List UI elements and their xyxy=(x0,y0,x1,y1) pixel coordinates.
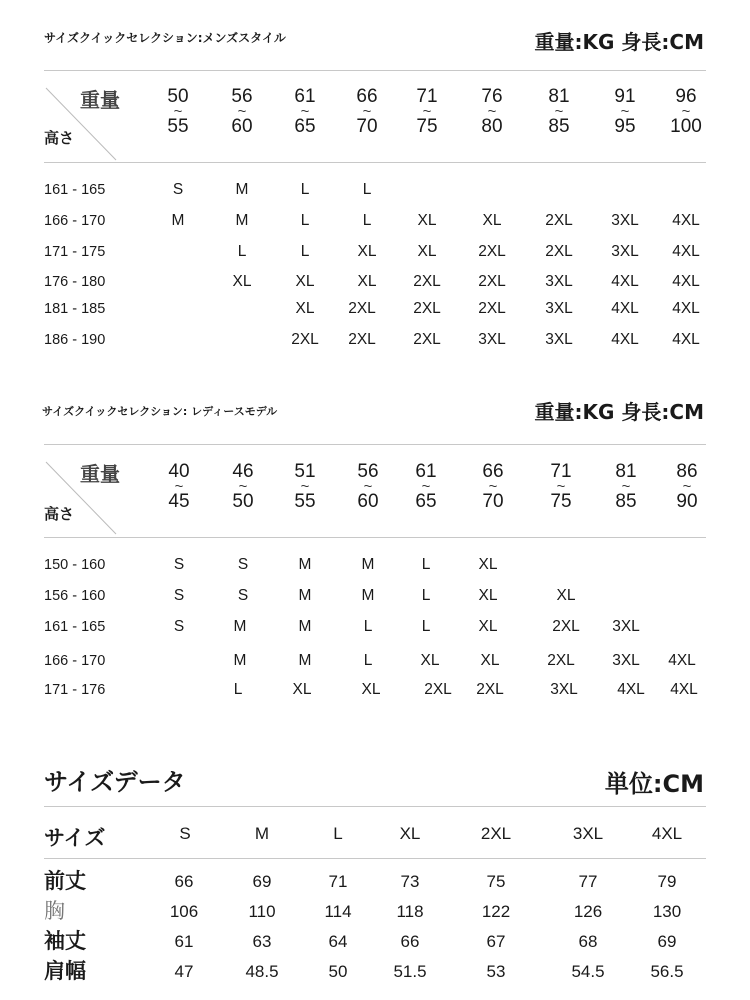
size-cell: 3XL xyxy=(545,331,573,348)
size-cell: 4XL xyxy=(668,652,696,669)
mens-height-label: 高さ xyxy=(44,129,75,147)
measurement-value: 106 xyxy=(169,902,199,921)
size-cell: M xyxy=(235,212,249,229)
weight-to: 50 xyxy=(232,491,254,512)
size-cell: XL xyxy=(420,652,440,669)
weight-to: 55 xyxy=(167,116,189,137)
weight-to: 65 xyxy=(415,491,437,512)
tilde-glyph: ~ xyxy=(362,103,372,120)
size-header-cell: M xyxy=(254,824,270,843)
size-cell: M xyxy=(298,652,312,669)
ladies-weight-col xyxy=(468,462,518,512)
size-cell: S xyxy=(237,556,249,573)
weight-from: 46 xyxy=(232,461,254,482)
weight-from: 91 xyxy=(614,86,636,107)
size-cell: 4XL xyxy=(672,331,700,348)
weight-to: 70 xyxy=(356,116,378,137)
measurement-value: 73 xyxy=(400,872,420,891)
size-cell: L xyxy=(421,587,431,604)
size-cell: M xyxy=(235,181,249,198)
height-range: 161 - 165 xyxy=(44,182,106,198)
size-cell: XL xyxy=(232,273,252,290)
mens-weight-col xyxy=(217,87,267,137)
mens-weight-col xyxy=(280,87,330,137)
tilde-glyph: ~ xyxy=(300,478,310,495)
size-cell: 2XL xyxy=(476,681,504,698)
measurement-value: 122 xyxy=(481,902,511,921)
weight-to: 90 xyxy=(676,491,698,512)
measurement-value: 75 xyxy=(486,872,506,891)
weight-from: 86 xyxy=(676,461,698,482)
measurement-value: 48.5 xyxy=(245,962,279,981)
weight-to: 85 xyxy=(615,491,637,512)
size-cell: XL xyxy=(295,300,315,317)
tilde-glyph: ~ xyxy=(363,478,373,495)
weight-from: 81 xyxy=(615,461,637,482)
size-cell: L xyxy=(300,181,310,198)
weight-from: 71 xyxy=(416,86,438,107)
measurement-value: 54.5 xyxy=(571,962,605,981)
size-cell: S xyxy=(237,587,249,604)
size-cell: S xyxy=(173,618,185,635)
size-cell: 3XL xyxy=(611,212,639,229)
size-cell: M xyxy=(361,556,375,573)
measurement-value: 66 xyxy=(174,872,194,891)
weight-from: 61 xyxy=(415,461,437,482)
size-cell: 2XL xyxy=(478,300,506,317)
ladies-height-label: 高さ xyxy=(44,505,75,523)
weight-from: 81 xyxy=(548,86,570,107)
size-cell: S xyxy=(173,587,185,604)
weight-to: 100 xyxy=(670,116,702,137)
size-cell: M xyxy=(298,618,312,635)
size-cell: XL xyxy=(482,212,502,229)
weight-from: 96 xyxy=(675,86,697,107)
size-cell: 4XL xyxy=(617,681,645,698)
tilde-glyph: ~ xyxy=(421,478,431,495)
mens-weight-col xyxy=(402,87,452,137)
weight-from: 66 xyxy=(356,86,378,107)
weight-from: 61 xyxy=(294,86,316,107)
tilde-glyph: ~ xyxy=(620,103,630,120)
size-data-header-rule xyxy=(44,858,706,859)
size-cell: 2XL xyxy=(413,331,441,348)
mens-weight-col xyxy=(600,87,650,137)
measurement-value: 64 xyxy=(328,932,348,951)
measurement-label: 前丈 xyxy=(44,869,86,893)
size-cell: M xyxy=(233,618,247,635)
height-range: 171 - 176 xyxy=(44,682,106,698)
size-cell: 2XL xyxy=(413,273,441,290)
size-cell: 3XL xyxy=(545,273,573,290)
size-data-unit: 単位:CM xyxy=(604,770,704,798)
measurement-value: 79 xyxy=(657,872,677,891)
ladies-weight-col xyxy=(601,462,651,512)
size-cell: L xyxy=(362,212,372,229)
measurement-value: 53 xyxy=(486,962,506,981)
weight-to: 75 xyxy=(416,116,438,137)
size-cell: XL xyxy=(556,587,576,604)
size-cell: 2XL xyxy=(478,243,506,260)
tilde-glyph: ~ xyxy=(237,103,247,120)
tilde-glyph: ~ xyxy=(300,103,310,120)
ladies-weight-col xyxy=(280,462,330,512)
weight-from: 56 xyxy=(231,86,253,107)
tilde-glyph: ~ xyxy=(621,478,631,495)
size-cell: XL xyxy=(361,681,381,698)
tilde-glyph: ~ xyxy=(173,103,183,120)
measurement-value: 50 xyxy=(328,962,348,981)
size-cell: XL xyxy=(417,243,437,260)
tilde-glyph: ~ xyxy=(681,103,691,120)
size-cell: M xyxy=(298,587,312,604)
size-cell: 2XL xyxy=(552,618,580,635)
size-cell: M xyxy=(298,556,312,573)
weight-to: 70 xyxy=(482,491,504,512)
size-cell: 2XL xyxy=(413,300,441,317)
mens-top-rule xyxy=(44,70,706,71)
measurement-value: 130 xyxy=(652,902,682,921)
size-cell: 3XL xyxy=(612,652,640,669)
weight-from: 66 xyxy=(482,461,504,482)
size-column-label: サイズ xyxy=(44,826,106,850)
weight-to: 65 xyxy=(294,116,316,137)
size-cell: XL xyxy=(357,243,377,260)
weight-from: 76 xyxy=(481,86,503,107)
size-cell: 4XL xyxy=(611,300,639,317)
size-cell: 3XL xyxy=(545,300,573,317)
measurement-value: 118 xyxy=(396,902,424,921)
height-range: 161 - 165 xyxy=(44,619,106,635)
size-cell: XL xyxy=(480,652,500,669)
measurement-value: 61 xyxy=(174,932,194,951)
tilde-glyph: ~ xyxy=(556,478,566,495)
weight-from: 71 xyxy=(550,461,572,482)
size-header-cell: L xyxy=(333,824,343,843)
weight-from: 56 xyxy=(357,461,379,482)
mens-weight-label: 重量 xyxy=(80,88,120,112)
measurement-value: 67 xyxy=(486,932,506,951)
ladies-weight-col xyxy=(154,462,204,512)
size-cell: L xyxy=(237,243,247,260)
size-cell: 4XL xyxy=(672,300,700,317)
measurement-value: 66 xyxy=(400,932,420,951)
mens-unit: 重量:KG 身長:CM xyxy=(534,30,704,54)
size-cell: M xyxy=(233,652,247,669)
weight-to: 80 xyxy=(481,116,503,137)
size-cell: S xyxy=(172,181,184,198)
ladies-header-rule xyxy=(44,537,706,538)
weight-to: 60 xyxy=(357,491,379,512)
size-cell: XL xyxy=(357,273,377,290)
size-header-cell: 4XL xyxy=(651,824,683,843)
size-header-cell: 2XL xyxy=(480,824,512,843)
tilde-glyph: ~ xyxy=(174,478,184,495)
size-cell: L xyxy=(300,212,310,229)
weight-to: 95 xyxy=(614,116,636,137)
size-cell: 2XL xyxy=(545,243,573,260)
size-cell: 2XL xyxy=(348,331,376,348)
height-range: 176 - 180 xyxy=(44,274,106,290)
size-cell: L xyxy=(363,652,373,669)
height-range: 166 - 170 xyxy=(44,653,106,669)
size-cell: 4XL xyxy=(670,681,698,698)
measurement-value: 63 xyxy=(252,932,272,951)
mens-header-rule xyxy=(44,162,706,163)
mens-title: サイズクイックセレクション:メンズスタイル xyxy=(44,31,286,45)
size-cell: 3XL xyxy=(550,681,578,698)
tilde-glyph: ~ xyxy=(554,103,564,120)
size-cell: 3XL xyxy=(478,331,506,348)
ladies-title: サイズクイックセレクション: レディースモデル xyxy=(42,405,278,418)
ladies-weight-col xyxy=(536,462,586,512)
size-cell: 4XL xyxy=(672,273,700,290)
size-cell: M xyxy=(171,212,185,229)
ladies-weight-col xyxy=(343,462,393,512)
mens-weight-col xyxy=(153,87,203,137)
measurement-value: 56.5 xyxy=(650,962,684,981)
weight-to: 55 xyxy=(294,491,316,512)
size-header-cell: 3XL xyxy=(572,824,604,843)
size-cell: 2XL xyxy=(547,652,575,669)
measurement-value: 77 xyxy=(578,872,598,891)
size-cell: 2XL xyxy=(545,212,573,229)
size-cell: 2XL xyxy=(478,273,506,290)
size-cell: 4XL xyxy=(611,273,639,290)
measurement-value: 69 xyxy=(252,872,272,891)
height-range: 171 - 175 xyxy=(44,244,106,260)
size-header-cell: XL xyxy=(399,824,421,843)
weight-to: 75 xyxy=(550,491,572,512)
ladies-weight-label: 重量 xyxy=(80,462,120,486)
weight-from: 50 xyxy=(167,86,189,107)
weight-to: 85 xyxy=(548,116,570,137)
height-range: 181 - 185 xyxy=(44,301,106,317)
size-cell: M xyxy=(361,587,375,604)
tilde-glyph: ~ xyxy=(488,478,498,495)
height-range: 150 - 160 xyxy=(44,557,106,573)
size-cell: L xyxy=(300,243,310,260)
size-data-top-rule xyxy=(44,806,706,807)
tilde-glyph: ~ xyxy=(422,103,432,120)
size-data-title: サイズデータ xyxy=(44,768,186,796)
measurement-value: 47 xyxy=(174,962,194,981)
size-cell: XL xyxy=(292,681,312,698)
measurement-value: 126 xyxy=(573,902,603,921)
size-cell: XL xyxy=(478,587,498,604)
size-cell: XL xyxy=(417,212,437,229)
size-cell: 2XL xyxy=(424,681,452,698)
size-cell: XL xyxy=(478,556,498,573)
size-cell: L xyxy=(233,681,243,698)
size-cell: 3XL xyxy=(612,618,640,635)
measurement-label: 袖丈 xyxy=(44,929,86,953)
height-range: 156 - 160 xyxy=(44,588,106,604)
size-cell: S xyxy=(173,556,185,573)
height-range: 186 - 190 xyxy=(44,332,106,348)
measurement-label: 肩幅 xyxy=(44,959,86,983)
size-header-cell: S xyxy=(179,824,191,843)
ladies-unit: 重量:KG 身長:CM xyxy=(534,400,704,424)
measurement-value: 71 xyxy=(328,872,348,891)
mens-weight-col xyxy=(467,87,517,137)
measurement-value: 69 xyxy=(657,932,677,951)
ladies-weight-col xyxy=(218,462,268,512)
measurement-label: 胸 xyxy=(44,899,65,923)
size-cell: XL xyxy=(295,273,315,290)
weight-to: 45 xyxy=(168,491,190,512)
height-range: 166 - 170 xyxy=(44,213,106,229)
size-cell: 2XL xyxy=(291,331,319,348)
measurement-value: 114 xyxy=(324,902,352,921)
tilde-glyph: ~ xyxy=(238,478,248,495)
tilde-glyph: ~ xyxy=(682,478,692,495)
measurement-value: 110 xyxy=(248,902,276,921)
size-cell: L xyxy=(362,181,372,198)
size-cell: XL xyxy=(478,618,498,635)
ladies-top-rule xyxy=(44,444,706,445)
size-cell: 4XL xyxy=(672,243,700,260)
weight-from: 51 xyxy=(294,461,316,482)
measurement-value: 68 xyxy=(578,932,598,951)
size-cell: L xyxy=(421,618,431,635)
size-cell: 4XL xyxy=(611,331,639,348)
ladies-weight-col xyxy=(662,462,712,512)
measurement-value: 51.5 xyxy=(393,962,427,981)
mens-weight-col xyxy=(534,87,584,137)
weight-to: 60 xyxy=(231,116,253,137)
size-cell: 2XL xyxy=(348,300,376,317)
size-cell: 4XL xyxy=(672,212,700,229)
tilde-glyph: ~ xyxy=(487,103,497,120)
weight-from: 40 xyxy=(168,461,190,482)
size-cell: L xyxy=(421,556,431,573)
mens-weight-col xyxy=(661,87,711,137)
mens-weight-col xyxy=(342,87,392,137)
size-cell: L xyxy=(363,618,373,635)
size-cell: 3XL xyxy=(611,243,639,260)
ladies-weight-col xyxy=(401,462,451,512)
